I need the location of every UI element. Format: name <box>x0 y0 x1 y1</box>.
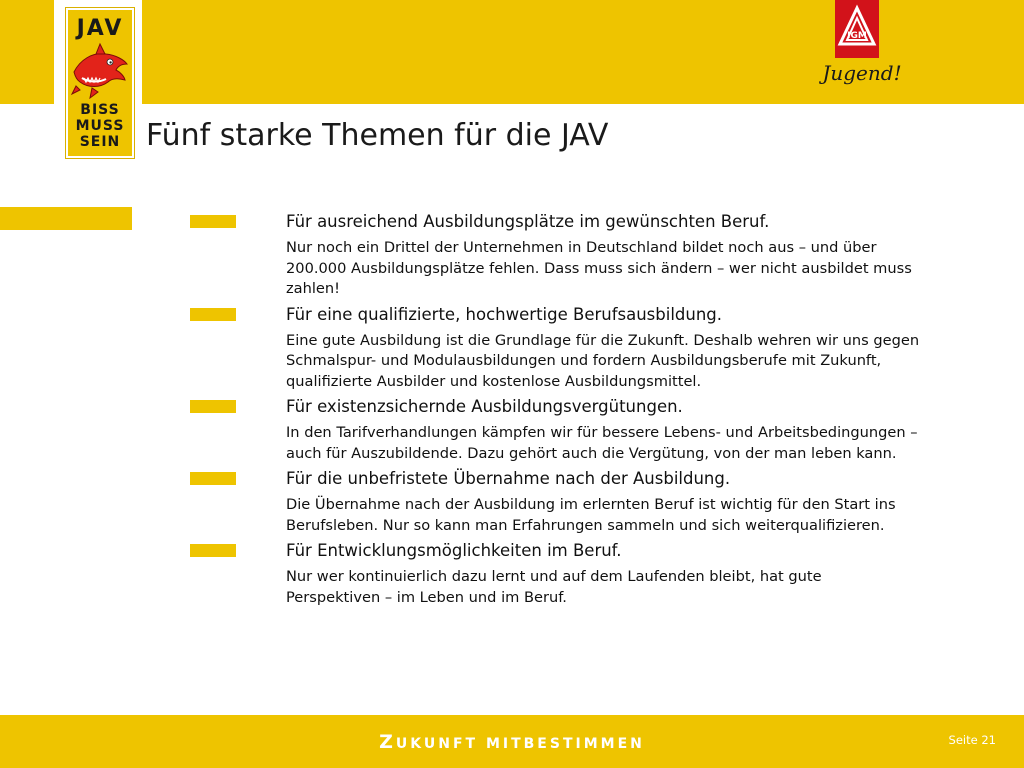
footer-slogan-rest: UKUNFT MITBESTIMMEN <box>395 736 645 752</box>
page-title: Fünf starke Themen für die JAV <box>146 118 609 153</box>
igm-logo-tagline: Jugend! <box>822 61 902 85</box>
item-text: Die Übernahme nach der Ausbildung im erlernten Beruf ist wichtig für den Start ins Berufsleben. Nur so kann man Erfahrungen sammeln und sich weiterqualifizieren. <box>286 496 896 534</box>
item-heading: Für eine qualifizierte, hochwertige Berufsausbildung. <box>286 304 723 324</box>
topics-list <box>190 211 920 612</box>
igm-logo-letters: IGM <box>847 31 867 41</box>
item-text: Eine gute Ausbildung ist die Grundlage für die Zukunft. Deshalb wehren wir uns gegen Schmalspur- und Modulausbildungen und fordern Ausbildungsberufe mit Zukunft, qualifizierte Ausbilder und kostenlose Ausbildungsmittel. <box>286 331 920 390</box>
footer-slogan-initial: Z <box>379 731 396 753</box>
shark-mascot-icon <box>70 42 130 100</box>
bullet-bar <box>190 308 236 321</box>
jav-logo-slogan: BISS MUSS SEIN <box>75 102 125 150</box>
bullet-bar <box>190 215 236 228</box>
list-item <box>190 396 920 464</box>
bullet-bar <box>190 400 236 413</box>
page-number: Seite 21 <box>948 733 996 747</box>
item-heading: Für die unbefristete Übernahme nach der Ausbildung. <box>286 469 731 488</box>
jav-logo <box>54 0 142 162</box>
list-item <box>190 304 920 393</box>
item-text: Nur noch ein Drittel der Unternehmen in Deutschland bildet noch aus – und über 200.000 Ausbildungsplätze fehlen. Dass muss sich ändern – wer nicht ausbildet muss zahlen! <box>286 239 912 297</box>
list-item <box>190 468 920 536</box>
item-heading: Für ausreichend Ausbildungsplätze im gewünschten Beruf. <box>286 212 770 231</box>
list-item <box>190 211 920 300</box>
item-heading: Für existenzsichernde Ausbildungsvergütungen. <box>286 397 683 416</box>
list-item <box>190 540 920 608</box>
item-text: Nur wer kontinuierlich dazu lernt und auf dem Laufenden bleibt, hat gute Perspektiven – im Leben und im Beruf. <box>286 568 822 606</box>
item-heading: Für Entwicklungsmöglichkeiten im Beruf. <box>286 541 622 560</box>
bullet-bar <box>190 472 236 485</box>
jav-logo-top-text: JAV <box>76 16 124 41</box>
item-text: In den Tarifverhandlungen kämpfen wir für bessere Lebens- und Arbeitsbedingungen – auch für Auszubildende. Dazu gehört auch die Vergütung, von der man leben kann. <box>286 424 918 462</box>
jav-logo-badge <box>66 8 134 158</box>
igm-jugend-logo <box>810 0 905 98</box>
footer-slogan <box>0 731 1024 753</box>
bullet-bar <box>190 544 236 557</box>
left-accent-band <box>0 207 132 230</box>
